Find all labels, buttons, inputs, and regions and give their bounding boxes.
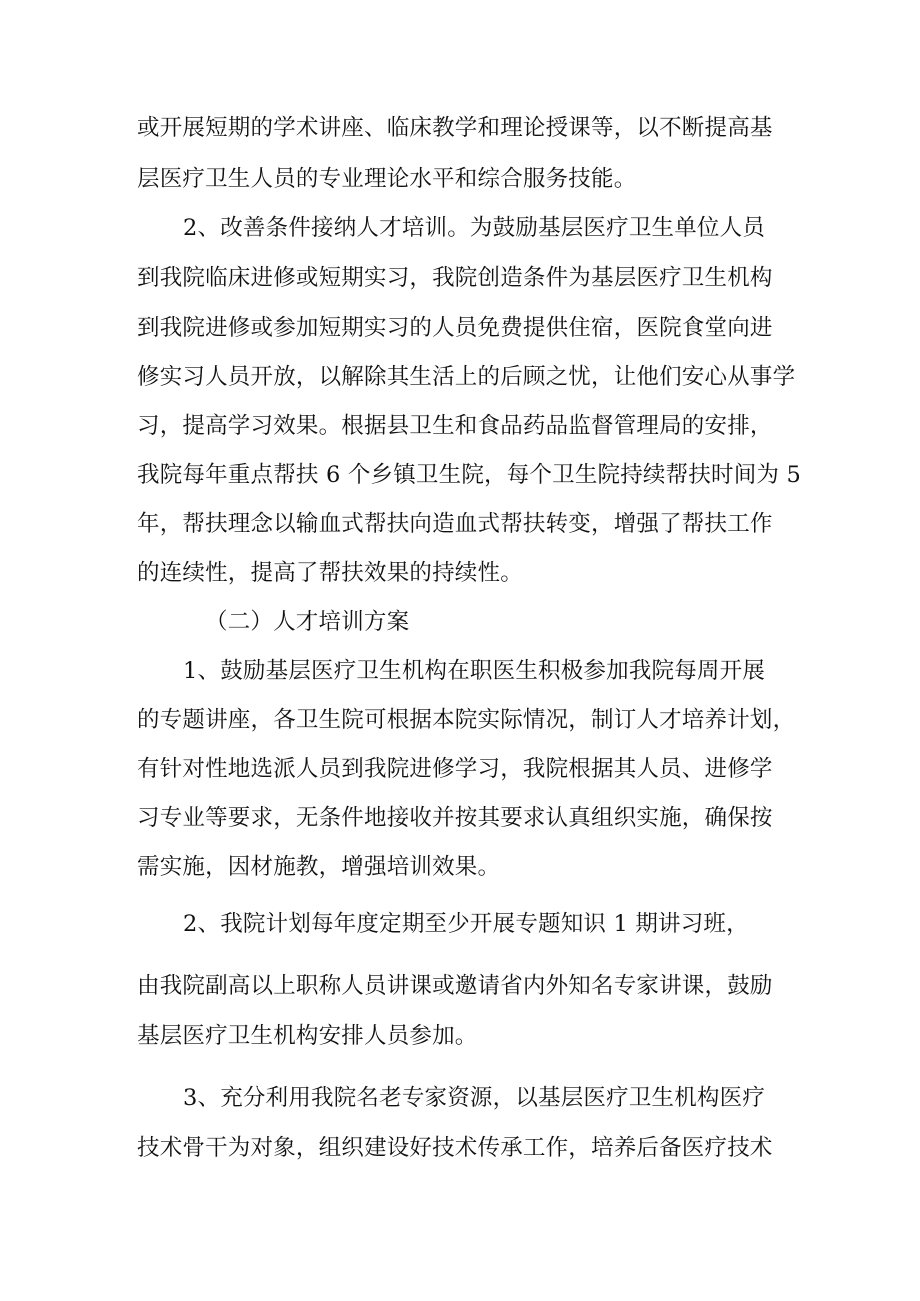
body-text-line: 或开展短期的学术讲座、临床教学和理论授课等，以不断提高基 bbox=[137, 115, 773, 141]
body-text-line: 需实施，因材施教，增强培训效果。 bbox=[137, 854, 501, 880]
body-text-line: 到我院进修或参加短期实习的人员免费提供住宿，医院食堂向进 bbox=[137, 315, 773, 341]
body-text-line: 技术骨干为对象，组织建设好技术传承工作，培养后备医疗技术 bbox=[137, 1135, 773, 1161]
body-text-line: 由我院副高以上职称人员讲课或邀请省内外知名专家讲课，鼓励 bbox=[137, 973, 773, 999]
body-text-line: 到我院临床进修或短期实习，我院创造条件为基层医疗卫生机构 bbox=[137, 265, 773, 291]
paragraph-1-start: 1、鼓励基层医疗卫生机构在职医生积极参加我院每周开展 bbox=[183, 658, 766, 684]
body-text-line: 有针对性地选派人员到我院进修学习，我院根据其人员、进修学 bbox=[137, 756, 773, 782]
body-text-line: 层医疗卫生人员的专业理论水平和综合服务技能。 bbox=[137, 166, 637, 192]
body-text-line: 的连续性，提高了帮扶效果的持续性。 bbox=[137, 560, 523, 586]
body-text-line: 修实习人员开放，以解除其生活上的后顾之忧，让他们安心从事学 bbox=[137, 364, 796, 390]
section-heading: （二）人才培训方案 bbox=[205, 609, 410, 635]
paragraph-2b-start: 2、我院计划每年度定期至少开展专题知识 1 期讲习班， bbox=[183, 911, 749, 937]
body-text-line: 我院每年重点帮扶 6 个乡镇卫生院，每个卫生院持续帮扶时间为 5 bbox=[137, 462, 801, 488]
body-text-line: 习，提高学习效果。根据县卫生和食品药品监督管理局的安排， bbox=[137, 413, 773, 439]
body-text-line: 习专业等要求，无条件地接收并按其要求认真组织实施，确保按 bbox=[137, 805, 773, 831]
body-text-line: 年，帮扶理念以输血式帮扶向造血式帮扶转变，增强了帮扶工作 bbox=[137, 511, 773, 537]
paragraph-3-start: 3、充分利用我院名老专家资源，以基层医疗卫生机构医疗 bbox=[183, 1085, 766, 1111]
body-text-line: 基层医疗卫生机构安排人员参加。 bbox=[137, 1023, 478, 1049]
paragraph-2-start: 2、改善条件接纳人才培训。为鼓励基层医疗卫生单位人员 bbox=[183, 215, 766, 241]
body-text-line: 的专题讲座，各卫生院可根据本院实际情况，制订人才培养计划， bbox=[137, 707, 796, 733]
